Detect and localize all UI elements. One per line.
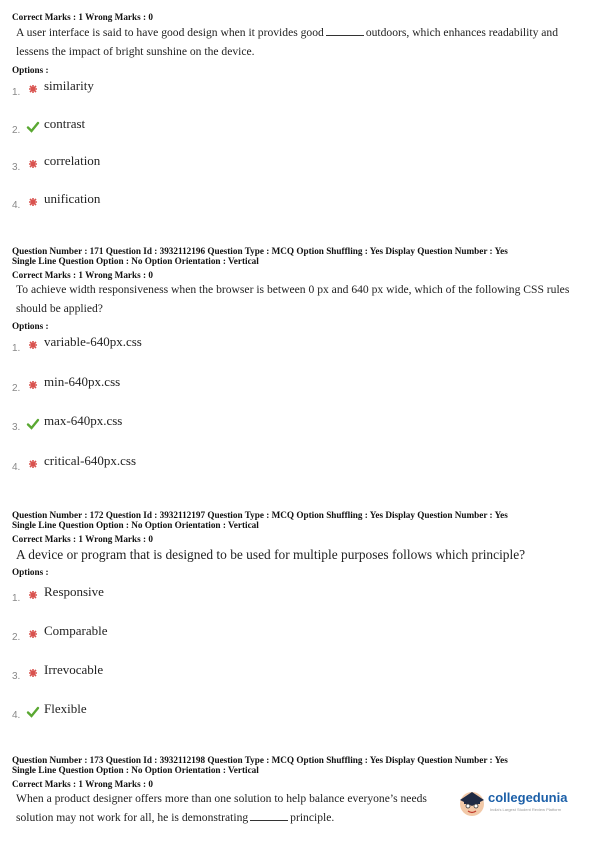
question-meta-2: Single Line Question Option : No Option Orientation : Vertical xyxy=(12,765,259,775)
question-170 xyxy=(12,12,584,75)
answer-blank xyxy=(250,819,288,821)
cross-icon xyxy=(26,588,40,602)
option-text: contrast xyxy=(44,115,86,131)
answer-blank xyxy=(326,34,364,36)
question-meta: Question Number : 171 Question Id : 3932112196 Question Type : MCQ Option Shuffling : Yes Display Question Number : Yes xyxy=(12,246,508,256)
question-text-part: outdoors, which enhances readability and xyxy=(365,26,559,39)
marks-line: Correct Marks : 1 Wrong Marks : 0 xyxy=(12,534,153,544)
check-icon xyxy=(26,417,40,431)
cross-icon xyxy=(26,338,40,352)
cross-icon xyxy=(26,666,40,680)
option-number: 3. xyxy=(12,422,21,433)
option-text: Irrevocable xyxy=(44,662,104,677)
collegedunia-logo xyxy=(458,788,588,820)
option-2 xyxy=(12,116,85,136)
option-1 xyxy=(12,334,142,354)
option-number: 4. xyxy=(12,461,21,473)
question-text-cont: should be applied? xyxy=(16,302,103,315)
option-number: 2. xyxy=(12,124,21,136)
check-icon xyxy=(26,705,40,719)
option-3 xyxy=(12,662,103,682)
question-text-part: principle. xyxy=(290,811,335,824)
question-text: A device or program that is designed to be used for multiple purposes follows which principle? xyxy=(16,547,526,562)
question-text xyxy=(16,23,584,42)
question-text-part: A user interface is said to have good design when it provides good xyxy=(16,26,324,39)
option-text: Flexible xyxy=(44,701,87,716)
question-meta-2: Single Line Question Option : No Option Orientation : Vertical xyxy=(12,520,259,530)
marks-line: Correct Marks : 1 Wrong Marks : 0 xyxy=(12,779,153,789)
cross-icon xyxy=(26,195,40,209)
question-meta-2: Single Line Question Option : No Option Orientation : Vertical xyxy=(12,256,259,266)
marks-line: Correct Marks : 1 Wrong Marks : 0 xyxy=(12,12,153,22)
options-label: Options : xyxy=(12,65,49,75)
question-meta: Question Number : 173 Question Id : 3932112198 Question Type : MCQ Option Shuffling : Yes Display Question Number : Yes xyxy=(12,755,508,765)
question-text-cont: lessens the impact of bright sunshine on the device. xyxy=(16,45,255,58)
option-number: 1. xyxy=(12,343,21,354)
option-text: max-640px.css xyxy=(44,413,123,428)
cross-icon xyxy=(26,82,40,96)
option-text: variable-640px.css xyxy=(44,334,142,349)
option-3 xyxy=(12,153,100,173)
option-number: 1. xyxy=(12,593,21,604)
question-text: To achieve width responsiveness when the browser is between 0 px and 640 px wide, which of the following CSS rules xyxy=(16,283,570,296)
marks-line: Correct Marks : 1 Wrong Marks : 0 xyxy=(12,270,153,280)
option-number: 3. xyxy=(12,162,21,173)
check-icon xyxy=(26,120,40,134)
logo-mascot-icon xyxy=(458,788,486,818)
question-meta: Question Number : 172 Question Id : 3932112197 Question Type : MCQ Option Shuffling : Yes Display Question Number : Yes xyxy=(12,510,508,520)
cross-icon xyxy=(26,378,40,392)
question-171 xyxy=(12,246,584,331)
cross-icon xyxy=(26,157,40,171)
question-172 xyxy=(12,510,584,577)
option-text: Comparable xyxy=(44,623,108,638)
option-text: min-640px.css xyxy=(44,373,121,389)
cross-icon xyxy=(26,627,40,641)
option-number: 2. xyxy=(12,382,21,394)
options-label: Options : xyxy=(12,567,49,577)
option-number: 4. xyxy=(12,710,21,721)
option-1 xyxy=(12,584,104,604)
option-number: 4. xyxy=(12,199,21,211)
option-4 xyxy=(12,191,100,211)
option-text: similarity xyxy=(44,78,94,93)
logo-tagline: India's Largest Student Review Platform xyxy=(490,807,562,812)
option-number: 1. xyxy=(12,87,21,98)
logo-wordmark: collegedunia xyxy=(488,790,568,805)
option-4 xyxy=(12,701,87,721)
option-4 xyxy=(12,453,136,473)
options-label: Options : xyxy=(12,321,49,331)
cross-icon xyxy=(26,457,40,471)
question-text: When a product designer offers more than one solution to help balance everyone’s needs xyxy=(16,792,427,805)
option-3 xyxy=(12,413,122,433)
option-text: unification xyxy=(44,190,101,206)
option-1 xyxy=(12,78,94,98)
option-text: critical-640px.css xyxy=(44,452,137,468)
option-number: 2. xyxy=(12,632,21,643)
option-2 xyxy=(12,374,120,394)
option-text: correlation xyxy=(44,153,101,168)
option-number: 3. xyxy=(12,671,21,682)
question-text-part: solution may not work for all, he is demonstrating xyxy=(16,811,249,824)
option-2 xyxy=(12,623,108,643)
option-text: Responsive xyxy=(44,584,104,599)
